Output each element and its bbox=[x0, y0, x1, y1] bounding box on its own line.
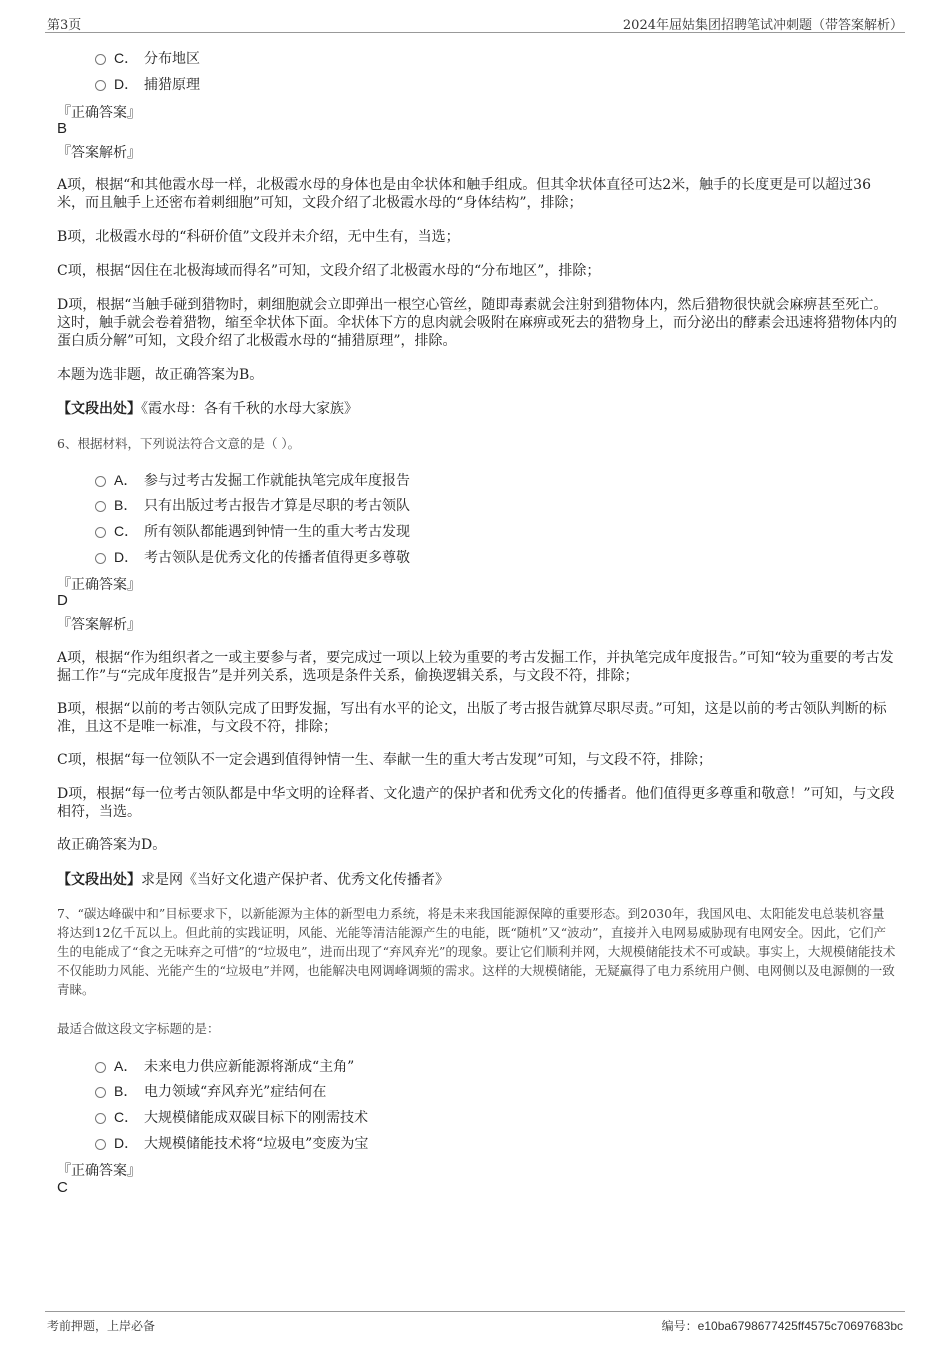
q7-option-b[interactable]: B． 电力领域“弃风弃光”症结何在 bbox=[95, 1081, 326, 1101]
q6-analysis-label: 『答案解析』 bbox=[57, 617, 141, 633]
q7-answer-label: 『正确答案』 bbox=[57, 1163, 141, 1179]
q6-analysis-c: C项，根据“每一位领队不一定会遇到值得钟情一生、奉献一生的重大考古发现”可知，与文段不符，排除； bbox=[57, 752, 713, 768]
q6-analysis-b: B项，根据“以前的考古领队完成了田野发掘，写出有水平的论文，出版了考古报告就算尽职尽责。”可知，这是以前的考古领队判断的标准，且这不是唯一标准，与文段不符，排除； bbox=[57, 701, 887, 735]
document-title: 2024年屈姑集团招聘笔试冲刺题（带答案解析） bbox=[622, 18, 903, 33]
q5-source: 【文段出处】《霞水母：各有千秋的水母大家族》 bbox=[57, 401, 358, 417]
q5-analysis-d: D项，根据“当触手碰到猎物时，刺细胞就会立即弹出一根空心管丝，随即毒素就会注射到猎物体内，然后猎物很快就会麻痹甚至死亡。这时，触手就会卷着猎物，缩至伞状体下面。伞状体下方的息肉就会吸附在麻痹或死去的猎物身上，而分泌出的酵素会迅速将猎物体内的蛋白质分解”可知，文段介绍了北极霞水母的“捕猎原理”，排除。 bbox=[57, 297, 897, 349]
q6-option-b[interactable]: B． 只有出版过考古报告才算是尽职的考古领队 bbox=[95, 495, 410, 515]
q6-option-a[interactable]: A． 参与过考古发掘工作就能执笔完成年度报告 bbox=[95, 470, 410, 490]
document-code: 编号：e10ba6798677425ff4575c70697683bc bbox=[661, 1319, 903, 1333]
page-header bbox=[45, 12, 905, 33]
q5-answer: B bbox=[57, 120, 68, 137]
q6-option-c[interactable]: C． 所有领队都能遇到钟情一生的重大考古发现 bbox=[95, 521, 410, 541]
radio-icon[interactable] bbox=[95, 1062, 106, 1073]
q5-option-c[interactable]: C． 分布地区 bbox=[95, 48, 200, 68]
q6-option-d[interactable]: D． 考古领队是优秀文化的传播者值得更多尊敬 bbox=[95, 547, 410, 567]
q6-question: 6、根据材料，下列说法符合文意的是（ ）。 bbox=[57, 436, 301, 451]
radio-icon[interactable] bbox=[95, 1139, 106, 1150]
q6-analysis-a: A项，根据“作为组织者之一或主要参与者，要完成过一项以上较为重要的考古发掘工作，并执笔完成年度报告。”可知“较为重要的考古发掘工作”与“完成年度报告”是并列关系，选项是条件关系，偷换逻辑关系，与文段不符，排除； bbox=[57, 650, 894, 684]
q6-source: 【文段出处】求是网《当好文化遗产保护者、优秀文化传播者》 bbox=[57, 872, 449, 888]
radio-icon[interactable] bbox=[95, 501, 106, 512]
q5-analysis-a: A项，根据“和其他霞水母一样，北极霞水母的身体也是由伞状体和触手组成。但其伞状体直径可达2米，触手的长度更是可以超过36米，而且触手上还密布着刺细胞”可知，文段介绍了北极霞水母的“身体结构”，排除； bbox=[57, 177, 871, 211]
q5-analysis-b: B项，北极霞水母的“科研价值”文段并未介绍，无中生有，当选； bbox=[57, 229, 460, 245]
q7-option-a[interactable]: A． 未来电力供应新能源将渐成“主角” bbox=[95, 1056, 354, 1076]
page-number: 第3页 bbox=[47, 18, 82, 33]
q5-conclusion: 本题为选非题，故正确答案为B。 bbox=[57, 367, 264, 383]
q5-answer-label: 『正确答案』 bbox=[57, 105, 141, 121]
radio-icon[interactable] bbox=[95, 1087, 106, 1098]
radio-icon[interactable] bbox=[95, 527, 106, 538]
q6-analysis-d: D项，根据“每一位考古领队都是中华文明的诠释者、文化遗产的保护者和优秀文化的传播者。他们值得更多尊重和敬意！”可知，与文段相符，当选。 bbox=[57, 786, 895, 820]
footer-slogan: 考前押题，上岸必备 bbox=[47, 1319, 156, 1333]
q7-option-c[interactable]: C． 大规模储能成双碳目标下的刚需技术 bbox=[95, 1107, 368, 1127]
radio-icon[interactable] bbox=[95, 476, 106, 487]
q7-option-d[interactable]: D． 大规模储能技术将“垃圾电”变废为宝 bbox=[95, 1133, 368, 1153]
q7-passage: 7、“碳达峰碳中和”目标要求下，以新能源为主体的新型电力系统，将是未来我国能源保障的重要形态。到2030年，我国风电、太阳能发电总装机容量将达到12亿千瓦以上。但此前的实践证明，风能、光能等清洁能源产生的电能，既“随机”又“波动”，直接并入电网易威胁现有电网安全。因此，它们产生的电能成了“食之无味弃之可惜”的“垃圾电”，进而出现了“弃风弃光”的现象。要让它们顺利并网，大规模储能技术不可或缺。事实上，大规模储能技术不仅能助力风能、光能产生的“垃圾电”并网，也能解决电网调峰调频的需求。这样的大规模储能，无疑赢得了电力系统用户侧、电网侧以及电源侧的一致青睐。 bbox=[57, 906, 896, 997]
q6-answer: D bbox=[57, 592, 68, 609]
q5-analysis-c: C项，根据“因住在北极海域而得名”可知，文段介绍了北极霞水母的“分布地区”，排除； bbox=[57, 263, 601, 279]
q5-option-d[interactable]: D． 捕猎原理 bbox=[95, 74, 200, 94]
radio-icon[interactable] bbox=[95, 80, 106, 91]
page-footer bbox=[45, 1311, 905, 1336]
q5-analysis-label: 『答案解析』 bbox=[57, 145, 141, 161]
q6-conclusion: 故正确答案为D。 bbox=[57, 837, 167, 853]
radio-icon[interactable] bbox=[95, 54, 106, 65]
q7-answer: C bbox=[57, 1179, 68, 1196]
q7-prompt: 最适合做这段文字标题的是： bbox=[57, 1021, 220, 1036]
radio-icon[interactable] bbox=[95, 553, 106, 564]
q6-answer-label: 『正确答案』 bbox=[57, 577, 141, 593]
radio-icon[interactable] bbox=[95, 1113, 106, 1124]
